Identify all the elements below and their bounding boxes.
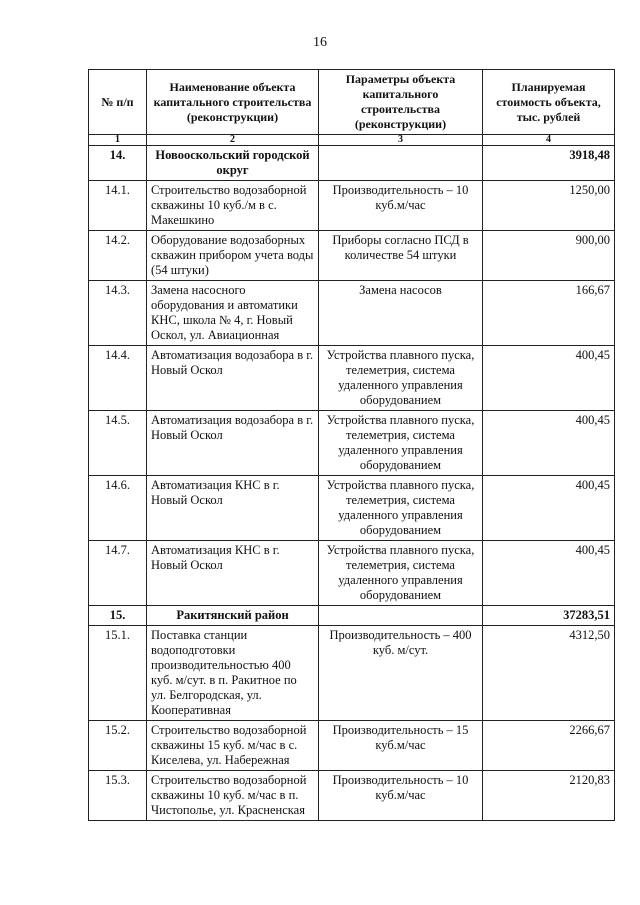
object-name: Автоматизация водозабора в г. Новый Оскол xyxy=(147,411,319,476)
page-number: 16 xyxy=(313,35,327,50)
row-number: 14.1. xyxy=(89,181,147,231)
table-row xyxy=(89,476,615,541)
object-cost: 400,45 xyxy=(483,411,615,476)
column-number: 4 xyxy=(483,135,615,146)
object-params: Замена насосов xyxy=(319,281,483,346)
row-number: 15.3. xyxy=(89,771,147,821)
object-params: Устройства плавного пуска, телеметрия, система удаленного управления оборудованием xyxy=(319,411,483,476)
table-row xyxy=(89,346,615,411)
table-row xyxy=(89,181,615,231)
header-num: № п/п xyxy=(89,70,147,135)
column-number: 2 xyxy=(147,135,319,146)
header-params: Параметры объекта капитального строительства (реконструкции) xyxy=(319,70,483,135)
object-name: Строительство водозаборной скважины 15 куб. м/час в с. Киселева, ул. Набережная xyxy=(147,721,319,771)
object-params: Производительность – 10 куб.м/час xyxy=(319,181,483,231)
object-name: Поставка станции водоподготовки производительностью 400 куб. м/сут. в п. Ракитное по ул. Белгородская, ул. Кооперативная xyxy=(147,626,319,721)
object-params xyxy=(319,146,483,181)
object-params xyxy=(319,606,483,626)
object-cost: 37283,51 xyxy=(483,606,615,626)
row-number: 14.7. xyxy=(89,541,147,606)
table-row xyxy=(89,411,615,476)
header-cost: Планируемая стоимость объекта, тыс. рублей xyxy=(483,70,615,135)
row-number: 14.4. xyxy=(89,346,147,411)
object-name: Автоматизация КНС в г. Новый Оскол xyxy=(147,476,319,541)
object-cost: 1250,00 xyxy=(483,181,615,231)
row-number: 14.2. xyxy=(89,231,147,281)
object-params: Устройства плавного пуска, телеметрия, система удаленного управления оборудованием xyxy=(319,346,483,411)
row-number: 14.6. xyxy=(89,476,147,541)
table-row xyxy=(89,231,615,281)
object-params: Производительность – 15 куб.м/час xyxy=(319,721,483,771)
object-name: Новооскольский городской округ xyxy=(147,146,319,181)
object-name: Автоматизация водозабора в г. Новый Оскол xyxy=(147,346,319,411)
object-cost: 900,00 xyxy=(483,231,615,281)
object-name: Автоматизация КНС в г. Новый Оскол xyxy=(147,541,319,606)
object-cost: 2266,67 xyxy=(483,721,615,771)
object-cost: 2120,83 xyxy=(483,771,615,821)
row-number: 14.3. xyxy=(89,281,147,346)
capital-construction-table xyxy=(88,69,615,821)
object-params: Устройства плавного пуска, телеметрия, система удаленного управления оборудованием xyxy=(319,541,483,606)
column-number: 3 xyxy=(319,135,483,146)
table-row xyxy=(89,771,615,821)
object-cost: 400,45 xyxy=(483,476,615,541)
object-name: Замена насосного оборудования и автоматики КНС, школа № 4, г. Новый Оскол, ул. Авиационная xyxy=(147,281,319,346)
row-number: 15.2. xyxy=(89,721,147,771)
object-name: Строительство водозаборной скважины 10 куб. м/час в п. Чистополье, ул. Красненская xyxy=(147,771,319,821)
column-number-row xyxy=(89,135,615,146)
object-cost: 4312,50 xyxy=(483,626,615,721)
row-number: 15.1. xyxy=(89,626,147,721)
object-name: Ракитянский район xyxy=(147,606,319,626)
section-row xyxy=(89,606,615,626)
object-cost: 166,67 xyxy=(483,281,615,346)
table-row xyxy=(89,541,615,606)
object-params: Устройства плавного пуска, телеметрия, система удаленного управления оборудованием xyxy=(319,476,483,541)
table-row xyxy=(89,721,615,771)
object-params: Производительность – 400 куб. м/сут. xyxy=(319,626,483,721)
row-number: 14.5. xyxy=(89,411,147,476)
object-name: Оборудование водозаборных скважин прибором учета воды (54 штуки) xyxy=(147,231,319,281)
row-number: 15. xyxy=(89,606,147,626)
row-number: 14. xyxy=(89,146,147,181)
object-params: Производительность – 10 куб.м/час xyxy=(319,771,483,821)
table-row xyxy=(89,626,615,721)
object-cost: 3918,48 xyxy=(483,146,615,181)
section-row xyxy=(89,146,615,181)
table-row xyxy=(89,281,615,346)
object-cost: 400,45 xyxy=(483,541,615,606)
table-header-row xyxy=(89,70,615,135)
object-name: Строительство водозаборной скважины 10 куб./м в с. Макешкино xyxy=(147,181,319,231)
table-body xyxy=(89,146,615,821)
header-name: Наименование объекта капитального строительства (реконструкции) xyxy=(147,70,319,135)
column-number: 1 xyxy=(89,135,147,146)
object-cost: 400,45 xyxy=(483,346,615,411)
object-params: Приборы согласно ПСД в количестве 54 штуки xyxy=(319,231,483,281)
